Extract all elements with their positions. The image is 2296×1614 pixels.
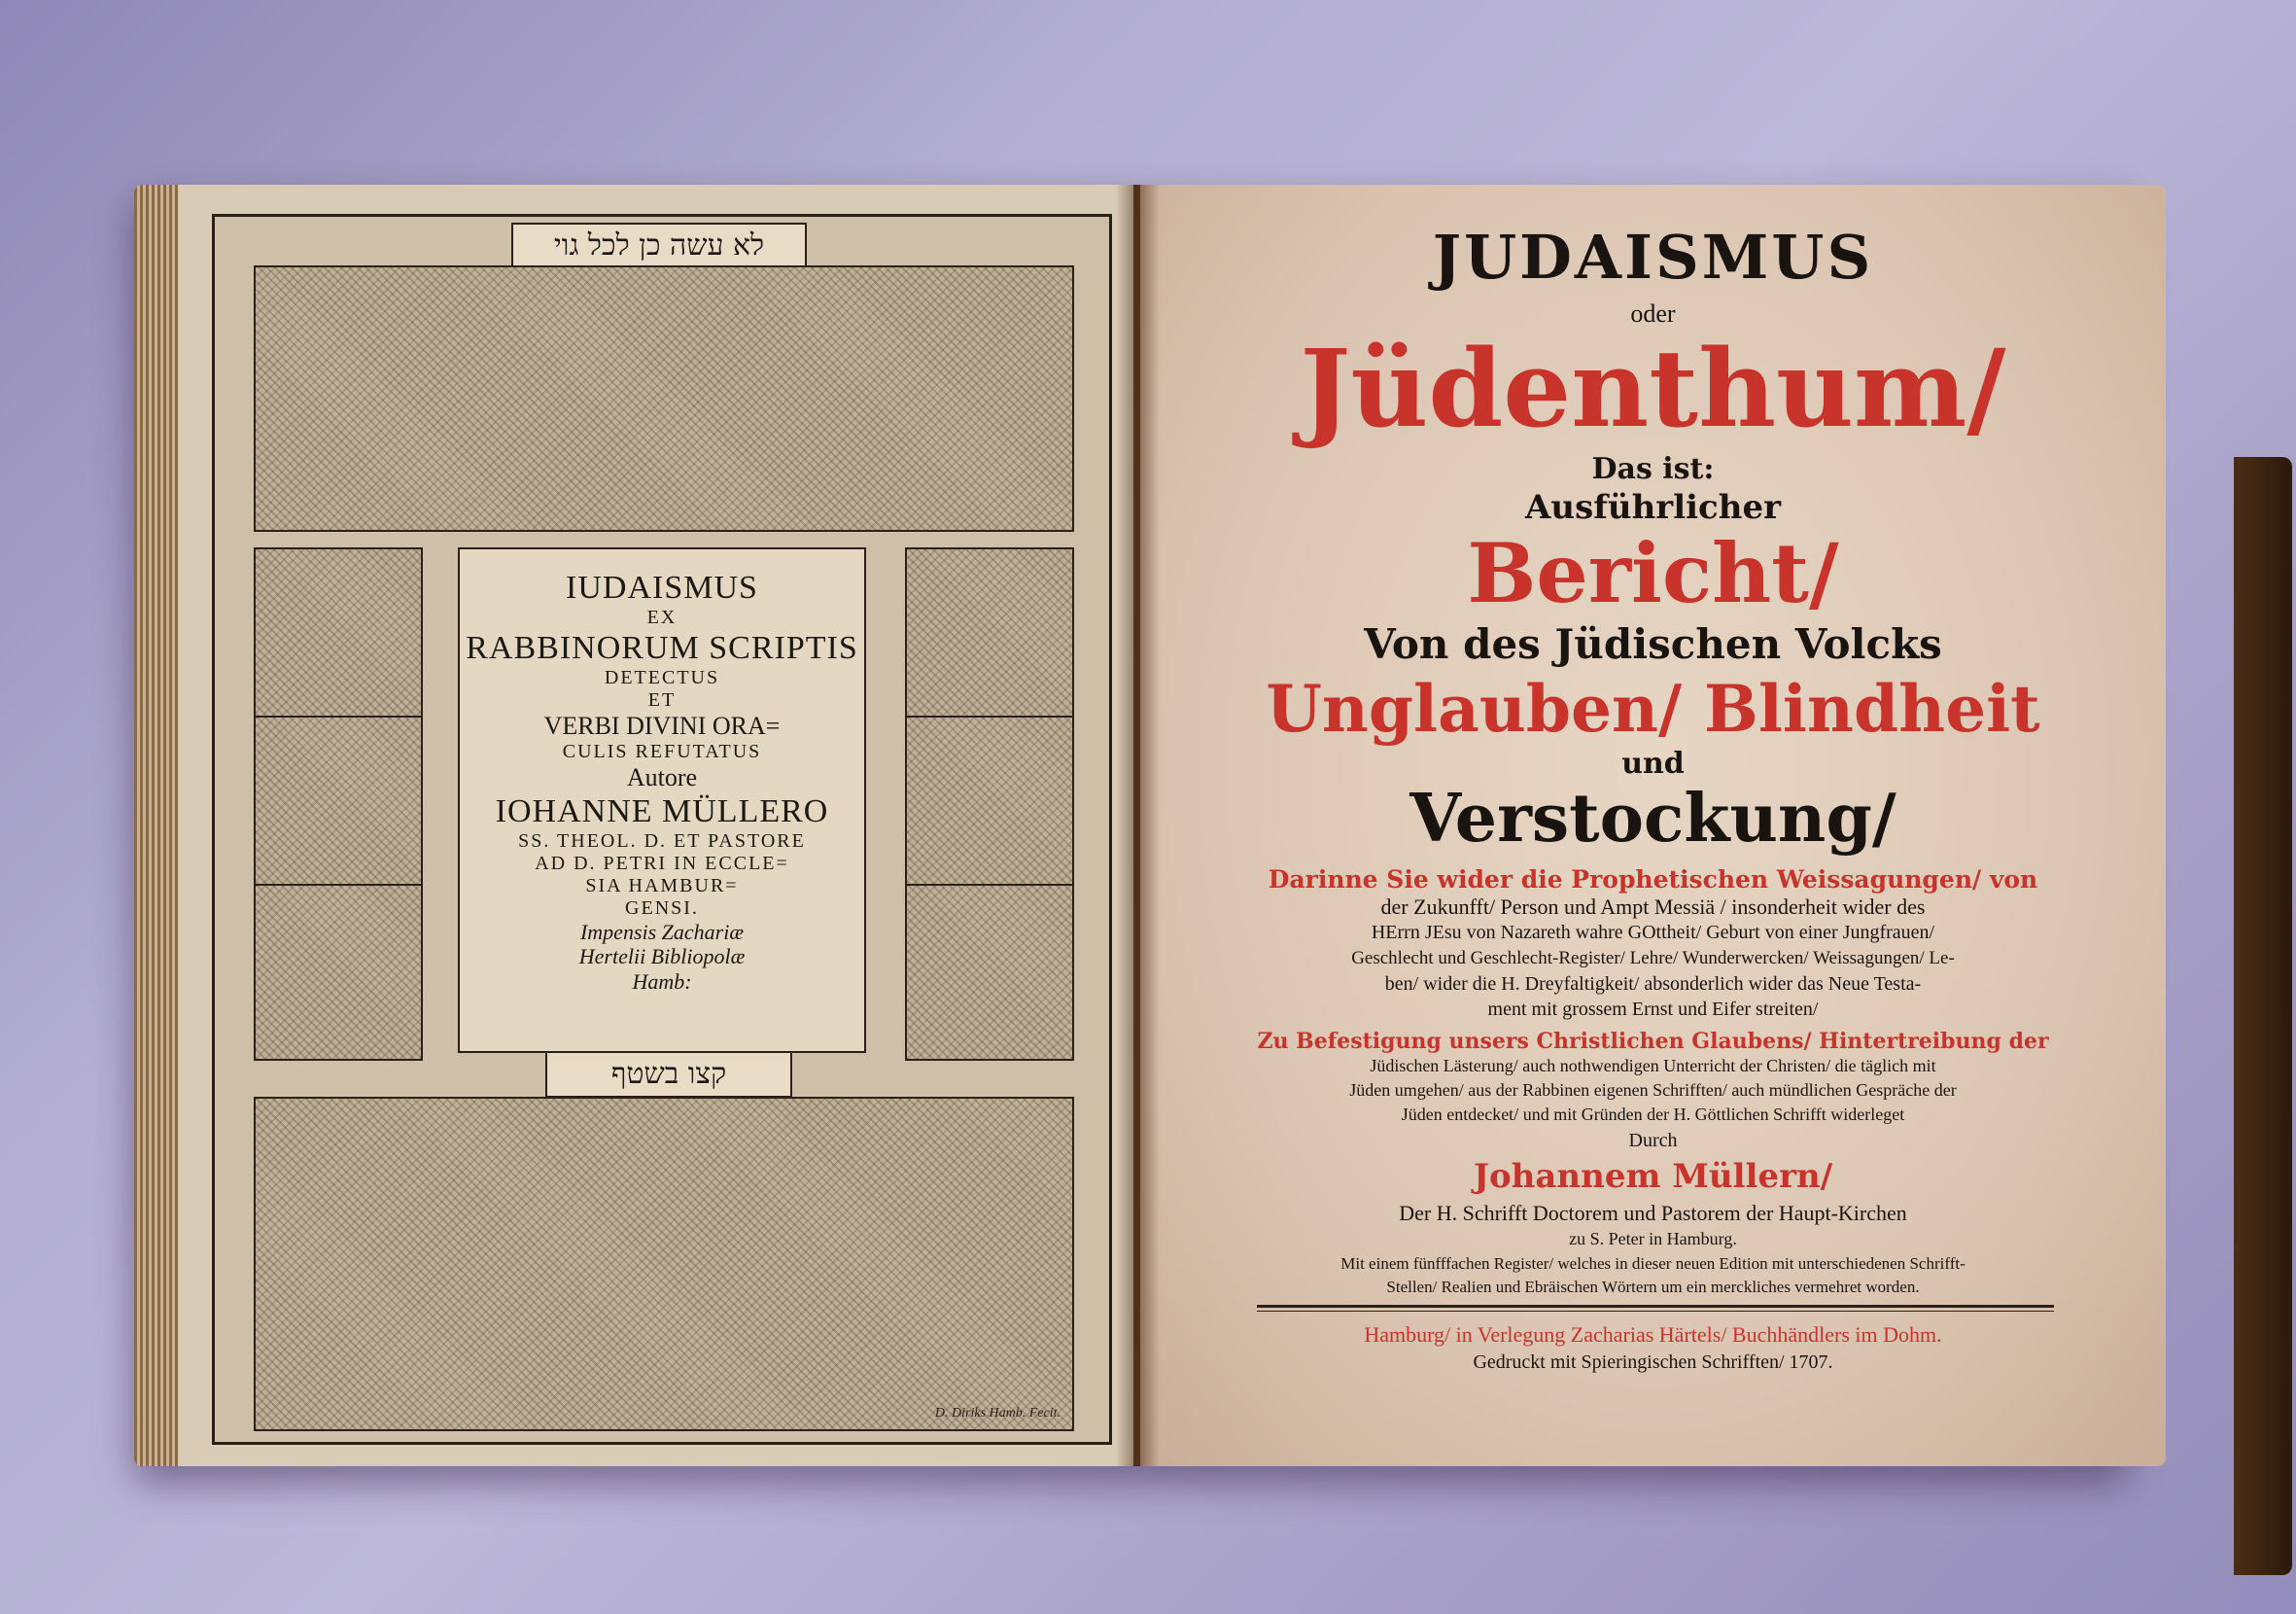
engraving-panel-left-3 [254,884,423,1061]
title-von-des-volcks: Von des Jüdischen Volcks [1364,620,1942,668]
latin-title-line: IOHANNE MÜLLERO [495,792,829,829]
title-judaismus: JUDAISMUS [1432,222,1874,293]
engraved-plate [212,214,1112,1445]
imprint-line: Gedruckt mit Spieringischen Schrifften/ 1707. [1473,1351,1833,1373]
latin-title-line: IUDAISMUS [566,570,758,606]
hebrew-banner-top: לא עשה כן לכל גוי [511,223,807,269]
body-line: Der H. Schrifft Doctorem und Pastorem der Haupt-Kirchen [1399,1201,1907,1225]
latin-title-line: DETECTUS [604,667,720,689]
engraving-panel-left-1 [254,547,423,724]
title-das-ist: Das ist: [1591,452,1715,486]
body-line: Stellen/ Realien und Ebräischen Wörtern um ein merckliches vermehret worden. [1386,1278,1920,1296]
engraving-panel-right-1 [905,547,1074,724]
latin-title-line: RABBINORUM SCRIPTIS [466,630,858,667]
latin-title-line: CULIS REFUTATUS [562,741,762,763]
body-line: Jüdischen Lästerung/ auch nothwendigen Unterricht der Christen/ die täglich mit [1370,1056,1936,1075]
engraving-panel-right-2 [905,716,1074,893]
body-line: ben/ wider die H. Dreyfaltigkeit/ absonderlich wider das Neue Testa- [1384,973,1922,995]
body-line: Mit einem fünfffachen Register/ welches in dieser neuen Edition mit unterschiedenen Schrifft- [1340,1254,1966,1273]
frontispiece-page [134,185,1133,1466]
author-name: Johannem Müllern/ [1473,1157,1833,1196]
engraving-scene-siege [254,1097,1074,1431]
engraver-signature: D. Diriks Hamb. Fecit. [934,1406,1061,1421]
page-edges [134,185,178,1466]
latin-title-line: AD D. PETRI IN ECCLE= [535,853,789,875]
body-line: ment mit grossem Ernst und Eifer streiten/ [1487,999,1819,1020]
latin-title-line: SIA HAMBUR= [585,875,739,897]
title-judenthum: Jüdenthum/ [1300,326,2006,451]
latin-title-line: Hertelii Bibliopolæ [578,944,746,969]
title-ausfuehrlicher: Ausführlicher [1524,488,1782,527]
engraving-panel-left-2 [254,716,423,893]
body-line: Geschlecht und Geschlecht-Register/ Lehre/ Wunderwercken/ Weissagungen/ Le- [1351,948,1955,968]
book-gutter [1116,185,1160,1466]
body-line: Jüden entdecket/ und mit Gründen der H. Göttlichen Schrifft widerleget [1401,1105,1905,1124]
divider-rule [1257,1311,2054,1312]
body-line: Jüden umgehen/ aus der Rabbinen eigenen Schrifften/ auch mündlichen Gespräche der [1349,1080,1957,1100]
latin-title-drape [458,547,866,1053]
title-verstockung: Verstockung/ [1409,780,1896,858]
latin-title-line: SS. THEOL. D. ET PASTORE [518,830,806,853]
body-line: zu S. Peter in Hamburg. [1569,1229,1737,1248]
open-book [134,185,2127,1466]
body-line: Durch [1628,1130,1678,1151]
latin-title-line: Autore [626,763,698,792]
divider-rule [1257,1305,2054,1308]
engraving-panel-right-3 [905,884,1074,1061]
book-cover-edge [2234,457,2292,1575]
title-unglauben-blindheit: Unglauben/ Blindheit [1266,671,2040,747]
latin-title-line: GENSI. [625,897,699,920]
body-line: HErrn JEsu von Nazareth wahre GOttheit/ Geburt von einer Jungfrauen/ [1371,922,1935,943]
title-bericht: Bericht/ [1467,525,1839,621]
body-line: Darinne Sie wider die Prophetischen Weissagungen/ von [1268,865,2038,894]
title-page [1140,185,2166,1466]
imprint-line: Hamburg/ in Verlegung Zacharias Härtels/ Buchhändlers im Dohm. [1364,1322,1942,1347]
latin-title-line: VERBI DIVINI ORA= [543,712,781,741]
engraving-scene-moses [254,265,1074,532]
latin-title-line: Impensis Zachariæ [579,920,745,945]
latin-title-line: ET [647,689,677,712]
latin-title-line: EX [646,607,678,629]
body-line: Zu Befestigung unsers Christlichen Glaubens/ Hintertreibung der [1257,1029,2049,1054]
title-oder: oder [1630,299,1676,328]
latin-title-line: Hamb: [632,968,692,994]
hebrew-banner-bottom: קצו בשטף [545,1051,792,1098]
title-und: und [1621,747,1685,781]
body-line: der Zukunfft/ Person und Ampt Messiä / insonderheit wider des [1380,895,1926,919]
